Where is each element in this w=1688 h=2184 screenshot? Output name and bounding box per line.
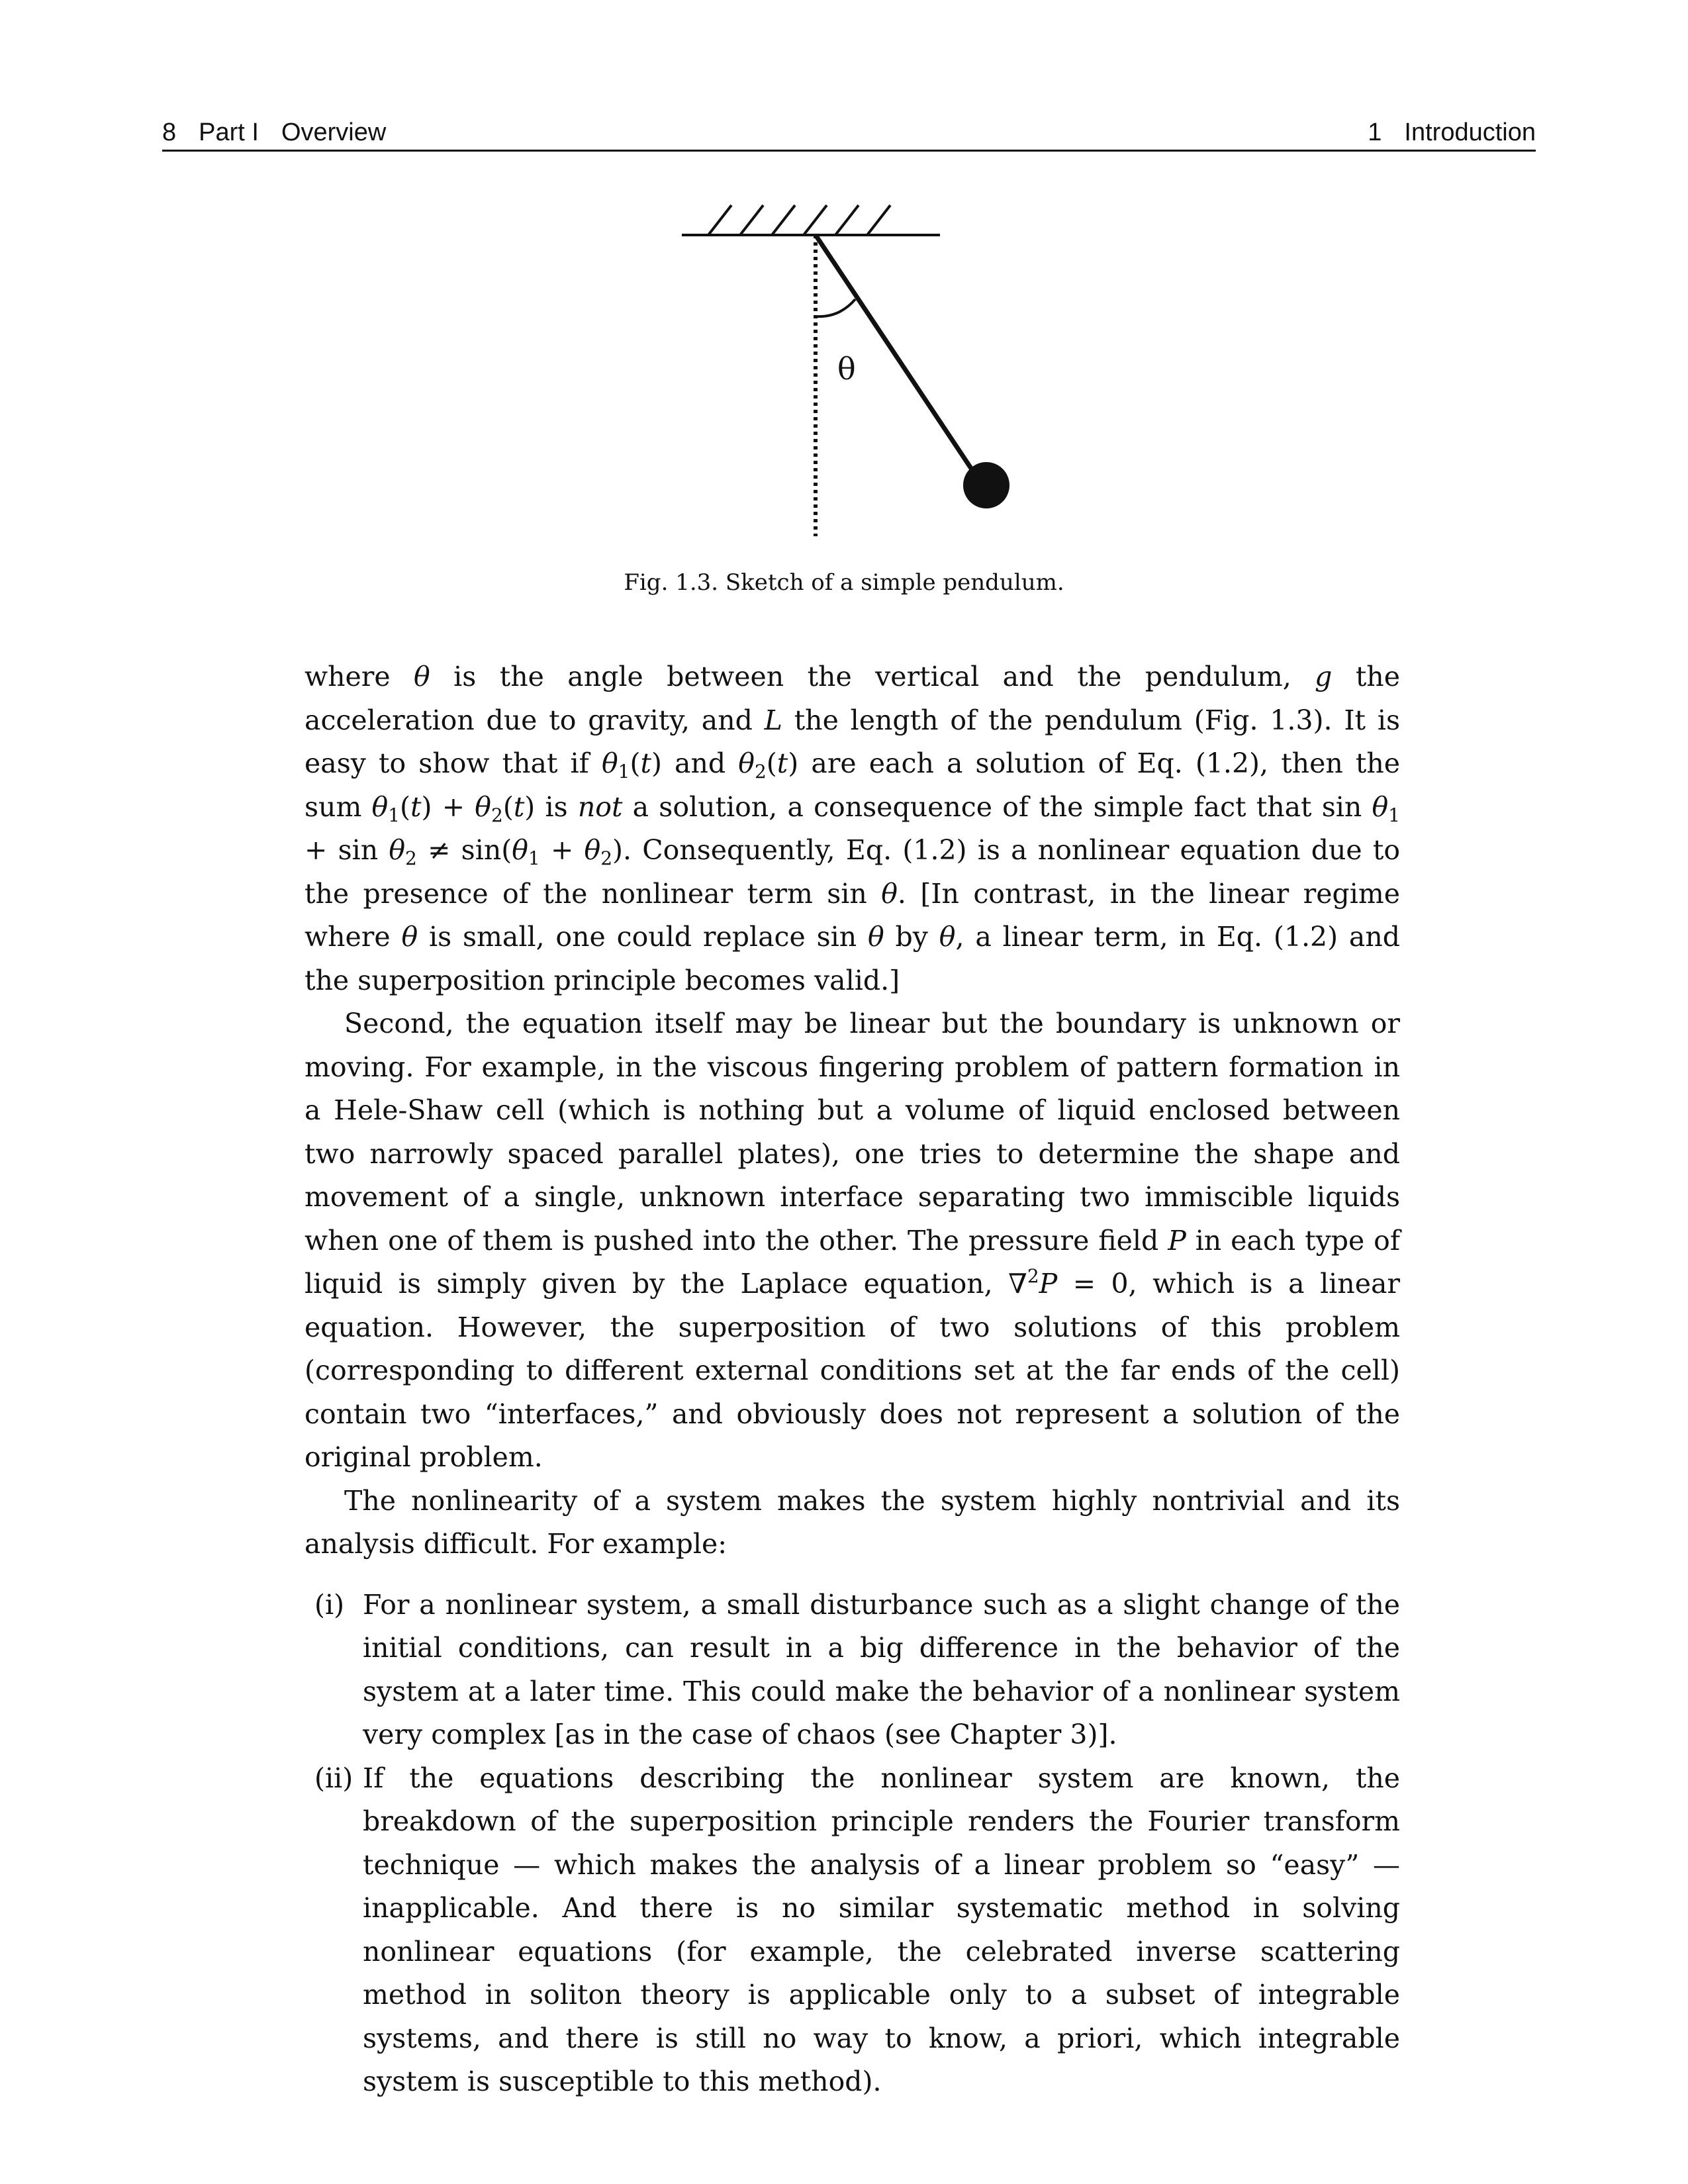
body-text (305, 655, 1400, 2104)
header-left (162, 119, 386, 147)
running-header (162, 113, 1536, 152)
list-item-text: If the equations describing the nonlinear system are known, the breakdown of the superposition principle renders the Fourier transform technique — which makes the analysis of a linear problem so “easy” — inapplicable. And there is no similar systematic method in solving nonlinear equations (for example, the celebrated inverse scattering method in soliton theory is applicable only to a subset of integrable systems, and there is still no way to know, a priori, which integrable system is susceptible to this method). (363, 1762, 1400, 2097)
list-item (305, 1757, 1400, 2104)
enumerated-list (305, 1584, 1400, 2104)
figure-caption: Fig. 1.3. Sketch of a simple pendulum. (624, 569, 1064, 596)
page-number: 8 (162, 119, 177, 146)
paragraph-1: where θ is the angle between the vertical and the pendulum, g the acceleration due to gravity, and L the length of the pendulum (Fig. 1.3). It is easy to show that if $\theta_1(t)$ and $\theta_2(t)$ are each a solution of Eq. (1.2), then the sum $\theta_1(t) + \theta_2(t)$ is not a solution, a consequence of the simple fact that $\sin \theta_1 + \sin \theta_2 \ne \sin(\theta_1 + \theta_2)$. Consequently, Eq. (1.2) is a nonlinear equation due to the presence of the nonlinear term sin θ. [In contrast, in the linear regime where θ is small, one could replace sin θ by θ, a linear term, in Eq. (1.2) and the superposition principle becomes valid.] (305, 661, 1401, 996)
list-item (305, 1584, 1400, 1757)
paragraph-2: Second, the equation itself may be linear but the boundary is unknown or moving. For example, in the viscous fingering problem of pattern formation in a Hele-Shaw cell (which is nothing but a volume of liquid enclosed between two narrowly spaced parallel plates), one tries to determine the shape and movement of a single, unknown interface separating two immiscible liquids when one of them is pushed into the other. The pressure field P in each type of liquid is simply given by the Laplace equation, ∇$^2$P = 0, which is a linear equation. However, the superposition of two solutions of this problem (corresponding to different external conditions set at the far ends of the cell) contain two “interfaces,” and obviously does not represent a solution of the original problem. (305, 1008, 1401, 1473)
angle-arc (816, 299, 855, 316)
part-label: Part I (199, 119, 259, 146)
ceiling-hatching (708, 205, 890, 235)
pendulum-figure (662, 192, 1033, 549)
pendulum-bob (963, 462, 1009, 508)
angle-label: θ (837, 351, 856, 387)
list-marker: (i) (314, 1588, 345, 1621)
part-title: Overview (281, 119, 387, 146)
paragraph-3: The nonlinearity of a system makes the system highly nontrivial and its analysis difficult. For example: (305, 1484, 1400, 1560)
header-right (1368, 119, 1536, 147)
chapter-number: 1 (1368, 119, 1382, 146)
chapter-title: Introduction (1404, 119, 1536, 146)
list-marker: (ii) (314, 1762, 353, 1794)
list-item-text: For a nonlinear system, a small disturbance such as a slight change of the initial conditions, can result in a big difference in the behavior of the system at a later time. This could make the behavior of a nonlinear system very complex [as in the case of chaos (see Chapter 3)]. (363, 1588, 1400, 1750)
